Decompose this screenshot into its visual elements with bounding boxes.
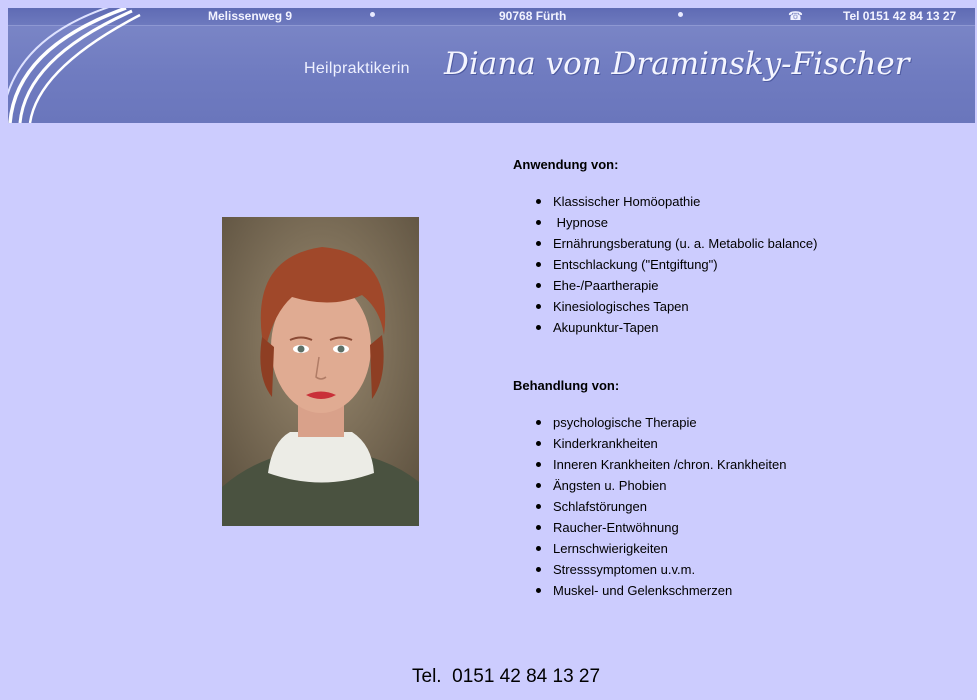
list-item: Schlafstörungen [513,496,786,517]
behandlung-list [513,412,786,601]
list-item: Ängsten u. Phobien [513,475,786,496]
behandlung-heading: Behandlung von: [513,378,620,393]
portrait-photo [222,217,419,526]
separator-dot [678,12,683,17]
separator-dot [370,12,375,17]
address-text: Melissenweg 9 [208,9,293,23]
footer-phone: Tel. 0151 42 84 13 27 [412,666,601,687]
city-text: 90768 Fürth [499,9,567,23]
list-item: Inneren Krankheiten /chron. Krankheiten [513,454,786,475]
list-item: Entschlackung ("Entgiftung") [513,254,818,275]
list-item: Raucher-Entwöhnung [513,517,786,538]
list-item: Muskel- und Gelenkschmerzen [513,580,786,601]
practitioner-name: Diana von Draminsky-Fischer [444,46,910,82]
list-item: Ehe-/Paartherapie [513,275,818,296]
telephone-icon: ☎ [788,9,803,23]
anwendung-list [513,191,818,338]
anwendung-heading: Anwendung von: [513,157,619,172]
list-item: Kinesiologisches Tapen [513,296,818,317]
list-item: Stresssymptomen u.v.m. [513,559,786,580]
contact-strip [8,8,975,26]
site-header [8,8,975,123]
profession-subtitle: Heilpraktikerin [304,60,410,77]
list-item: Ernährungsberatung (u. a. Metabolic balance) [513,233,818,254]
arc-logo-icon [8,8,148,123]
header-phone: Tel 0151 42 84 13 27 [843,9,957,23]
list-item: Akupunktur-Tapen [513,317,818,338]
list-item: Hypnose [513,212,818,233]
list-item: psychologische Therapie [513,412,786,433]
list-item: Kinderkrankheiten [513,433,786,454]
list-item: Klassischer Homöopathie [513,191,818,212]
list-item: Lernschwierigkeiten [513,538,786,559]
